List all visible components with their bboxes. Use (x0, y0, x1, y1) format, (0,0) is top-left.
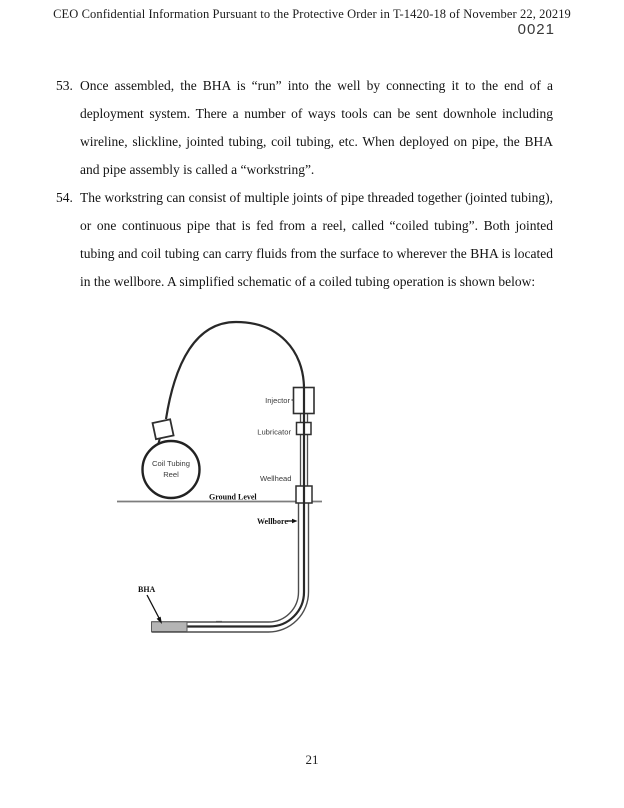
injector-label: Injector (265, 396, 290, 405)
gooseneck-guide (153, 419, 174, 439)
paragraph-54 (56, 184, 553, 296)
wellbore-label: Wellbore (257, 517, 288, 526)
wellbore-arrow-head (292, 519, 298, 524)
lubricator-label: Lubricator (257, 427, 291, 437)
paragraph-53 (56, 72, 553, 184)
ground-level-label: Ground Level (209, 492, 257, 502)
bha-label: BHA (138, 585, 156, 594)
paragraph-53-text: Once assembled, the BHA is “run” into the well by connecting it to the end of a deployment system. There a number of ways tools can be sent downhole including wireline, slickline, jointed tubing, coil tubing, etc. When deployed on pipe, the BHA and pipe assembly is called a “workstring”. (80, 78, 553, 177)
document-body (56, 72, 553, 296)
confidentiality-header: CEO Confidential Information Pursuant to the Protective Order in T-1420-18 of November 22, 20219 (53, 7, 571, 21)
bates-number: 0021 (517, 21, 555, 38)
bha-body (152, 622, 188, 632)
paragraph-54-number: 54. (56, 190, 73, 205)
paragraph-54-text: The workstring can consist of multiple joints of pipe threaded together (jointed tubing), or one continuous pipe that is fed from a reel, called “coiled tubing”. Both jointed tubing and coil tubing can carry fluids from the surface to wherever the BHA is located in the wellbore. A simplified schematic of a coiled tubing operation is shown below: (80, 190, 553, 289)
wellhead-label: Wellhead (259, 474, 292, 483)
paragraph-53-number: 53. (56, 78, 73, 93)
bha-arrow-shaft (147, 595, 159, 618)
coiled-tubing-schematic (90, 300, 390, 660)
reel-label-line1: Coil Tubing (152, 459, 190, 468)
page-number: 21 (305, 752, 319, 767)
reel-label-line2: Reel (163, 470, 179, 479)
